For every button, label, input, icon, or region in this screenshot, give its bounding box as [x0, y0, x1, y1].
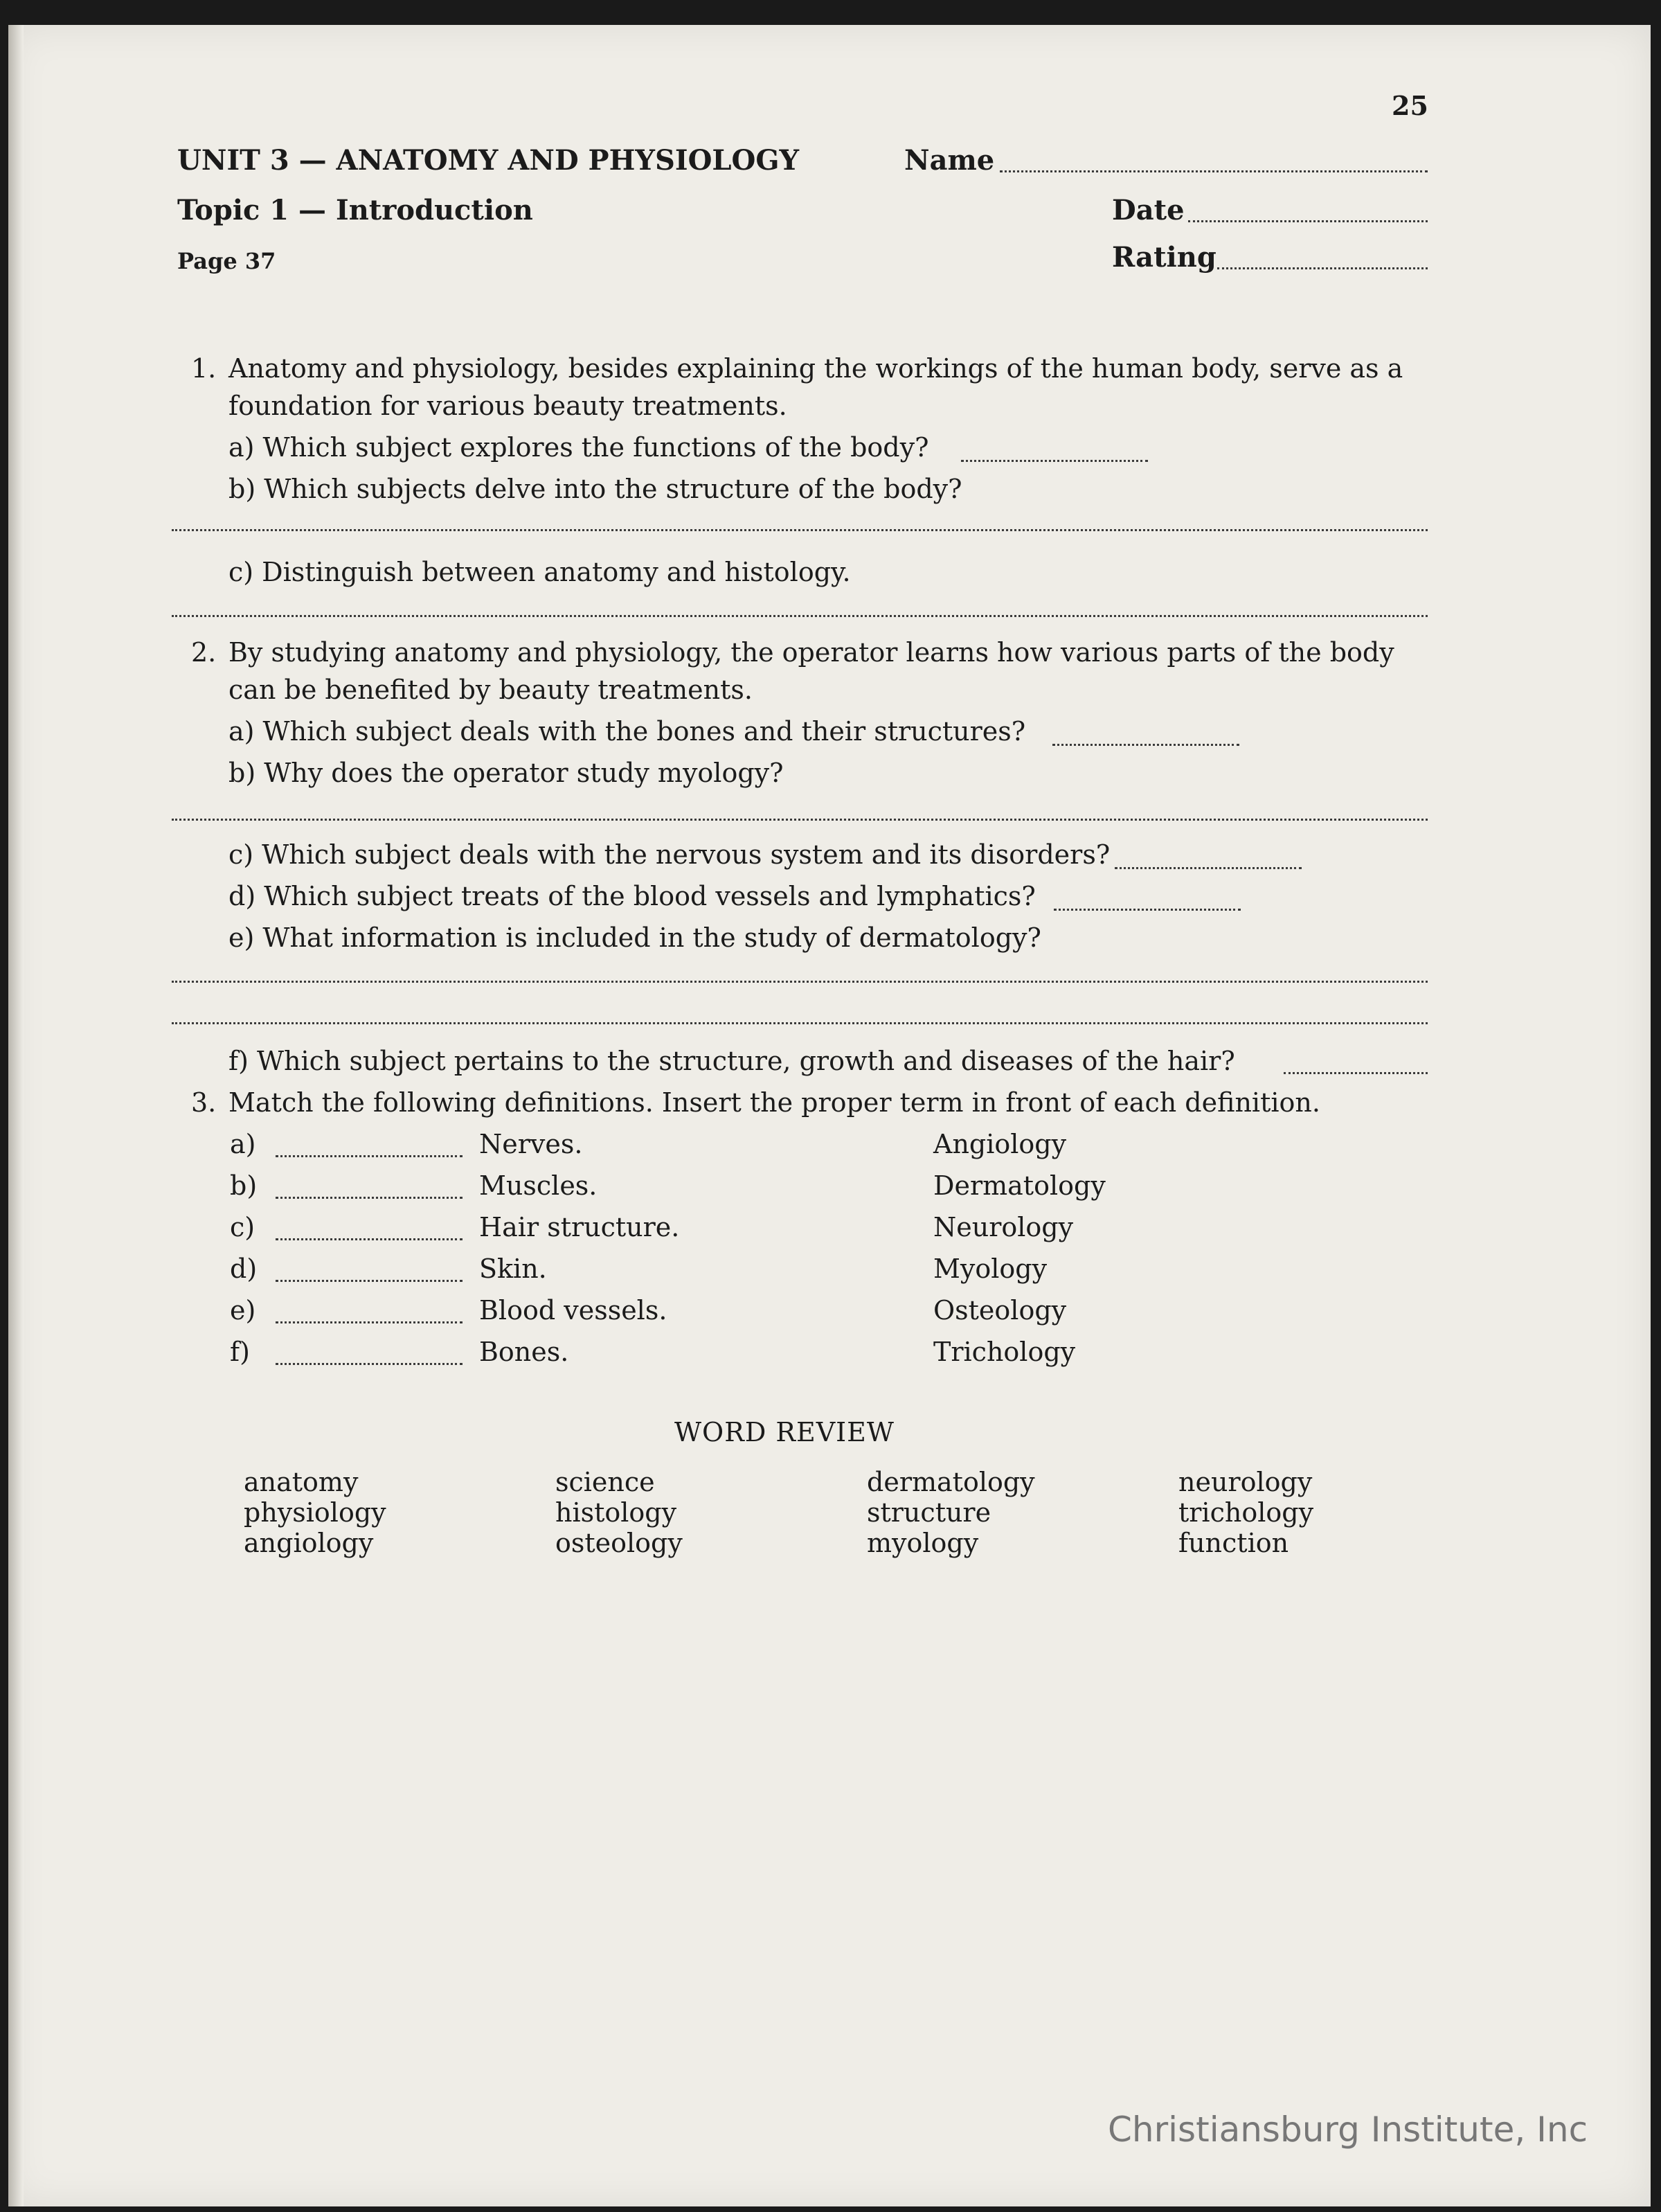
term-option: Myology — [933, 1254, 1048, 1284]
q1-b-answer[interactable] — [172, 529, 1428, 531]
q2-d-answer[interactable] — [1054, 909, 1241, 911]
q1-b: b) Which subjects delve into the structure of the body? — [228, 474, 962, 504]
q3-instruction: Match the following definitions. Insert the proper term in front of each definition. — [228, 1087, 1320, 1118]
review-word: dermatology — [867, 1467, 1035, 1497]
definition-answer[interactable] — [276, 1321, 463, 1323]
q1-a: a) Which subject explores the functions of the body? — [228, 432, 929, 463]
term-option: Trichology — [933, 1337, 1076, 1367]
page-number: 25 — [1392, 90, 1428, 121]
q2-c: c) Which subject deals with the nervous system and its disorders? — [228, 839, 1111, 870]
q2-c-answer[interactable] — [1115, 867, 1302, 869]
page-reference: Page 37 — [177, 248, 276, 274]
q1-line2: foundation for various beauty treatments. — [228, 391, 787, 421]
definition-text: Blood vessels. — [479, 1295, 667, 1326]
definition-text: Skin. — [479, 1254, 547, 1284]
q2-e-answer-line1[interactable] — [172, 981, 1428, 983]
rating-label: Rating — [1112, 241, 1216, 274]
q2-a: a) Which subject deals with the bones and their structures? — [228, 716, 1026, 747]
review-word: anatomy — [244, 1467, 359, 1497]
q2-a-answer[interactable] — [1052, 744, 1239, 746]
review-word: neurology — [1178, 1467, 1313, 1497]
definition-answer[interactable] — [276, 1363, 463, 1365]
definition-text: Bones. — [479, 1337, 569, 1367]
definition-letter: c) — [230, 1212, 255, 1242]
definition-answer[interactable] — [276, 1155, 463, 1157]
q3-number: 3. — [191, 1087, 217, 1118]
q1-c: c) Distinguish between anatomy and histology. — [228, 557, 851, 587]
review-word: angiology — [244, 1528, 374, 1558]
word-review-title: WORD REVIEW — [674, 1417, 895, 1447]
q1-line1: Anatomy and physiology, besides explaining the workings of the human body, serve as a — [228, 353, 1403, 384]
review-word: function — [1178, 1528, 1289, 1558]
watermark: Christiansburg Institute, Inc — [1108, 2110, 1588, 2150]
term-option: Dermatology — [933, 1170, 1106, 1201]
q1-number: 1. — [191, 353, 217, 384]
definition-text: Nerves. — [479, 1129, 583, 1159]
term-option: Osteology — [933, 1295, 1067, 1326]
definition-answer[interactable] — [276, 1238, 463, 1240]
definition-answer[interactable] — [276, 1280, 463, 1282]
name-label: Name — [904, 144, 995, 177]
definition-answer[interactable] — [276, 1197, 463, 1199]
date-label: Date — [1112, 194, 1185, 226]
unit-title: UNIT 3 — ANATOMY AND PHYSIOLOGY — [177, 144, 800, 177]
q2-line2: can be benefited by beauty treatments. — [228, 675, 753, 705]
definition-letter: d) — [230, 1254, 258, 1284]
definition-letter: b) — [230, 1170, 258, 1201]
term-option: Angiology — [933, 1129, 1067, 1159]
q2-e-answer-line2[interactable] — [172, 1022, 1428, 1024]
term-option: Neurology — [933, 1212, 1074, 1242]
definition-text: Hair structure. — [479, 1212, 680, 1242]
q2-e: e) What information is included in the study of dermatology? — [228, 922, 1041, 953]
definition-text: Muscles. — [479, 1170, 598, 1201]
definition-letter: a) — [230, 1129, 256, 1159]
q2-f: f) Which subject pertains to the structure, growth and diseases of the hair? — [228, 1046, 1235, 1076]
review-word: science — [555, 1467, 655, 1497]
q1-c-answer[interactable] — [172, 615, 1428, 617]
q2-b-answer[interactable] — [172, 819, 1428, 821]
review-word: structure — [867, 1497, 991, 1528]
review-word: histology — [555, 1497, 677, 1528]
topic-title: Topic 1 — Introduction — [177, 194, 533, 226]
q2-f-answer[interactable] — [1284, 1072, 1428, 1074]
review-word: physiology — [244, 1497, 386, 1528]
q2-d: d) Which subject treats of the blood vessels and lymphatics? — [228, 881, 1036, 911]
rating-field[interactable] — [1217, 267, 1428, 269]
definition-letter: f) — [230, 1337, 250, 1367]
name-field[interactable] — [1000, 170, 1428, 172]
q2-b: b) Why does the operator study myology? — [228, 758, 784, 788]
date-field[interactable] — [1188, 220, 1428, 222]
definition-letter: e) — [230, 1295, 256, 1326]
q2-line1: By studying anatomy and physiology, the operator learns how various parts of the body — [228, 637, 1394, 668]
q2-number: 2. — [191, 637, 217, 668]
review-word: osteology — [555, 1528, 683, 1558]
review-word: myology — [867, 1528, 979, 1558]
q1-a-answer[interactable] — [961, 460, 1148, 462]
worksheet-page — [8, 25, 1651, 2206]
review-word: trichology — [1178, 1497, 1314, 1528]
